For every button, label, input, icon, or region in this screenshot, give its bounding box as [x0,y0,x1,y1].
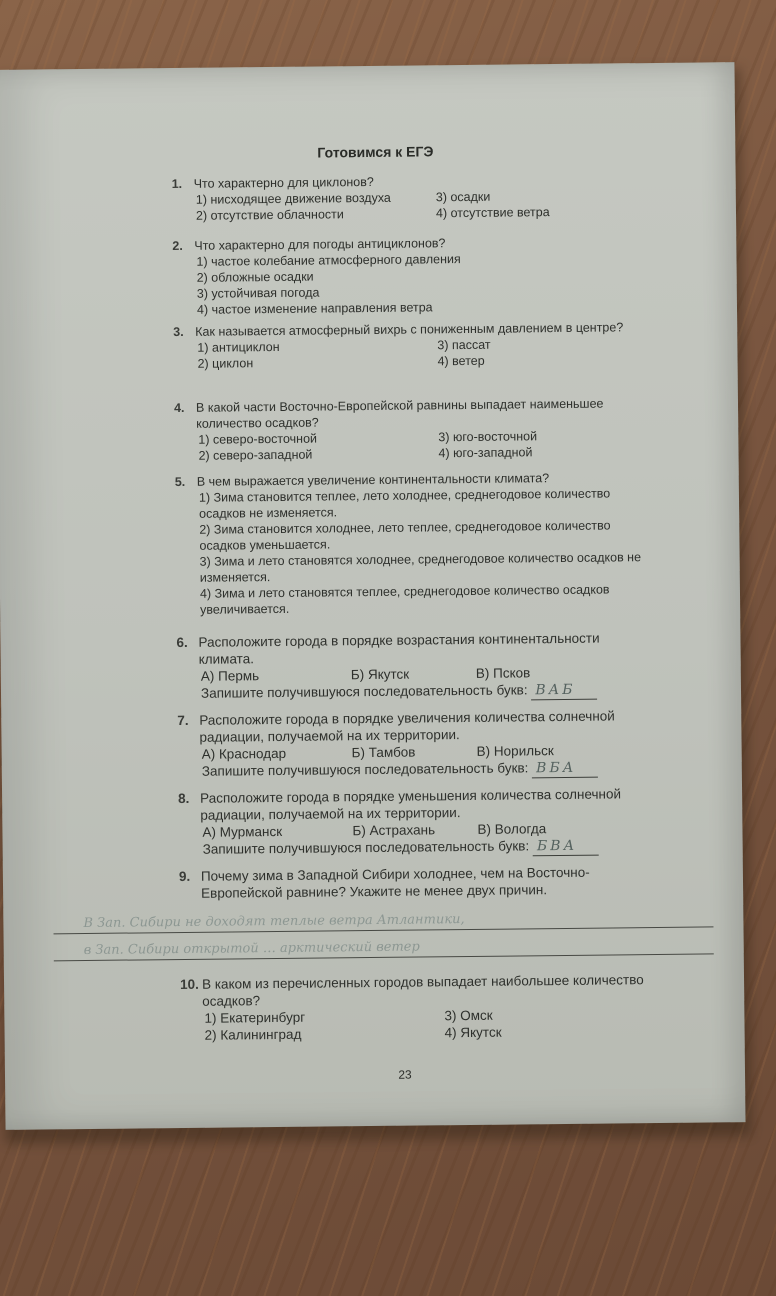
question-text: Расположите города в порядке увеличения количества солнечной радиации, получаемой на их территории. [199,708,615,745]
question-4 [174,395,645,464]
question-number: 1. [171,176,183,192]
question-10 [180,971,651,1044]
question-text: Что характерно для погоды антициклонов? [194,236,446,253]
question-5 [175,469,646,618]
option: 3) Зима и лето становятся холоднее, среднегодовое количество осадков не изменяется. [199,550,642,585]
option: В) Вологда [477,821,547,837]
option-selected: 3) осадки [435,189,491,205]
option: 4) частое изменение направления ветра [196,300,433,317]
question-text: В чем выражается увеличение континентальности климата? [196,471,550,489]
answer-line [202,758,648,782]
question-number: 10. [179,976,199,993]
question-9 [179,863,649,902]
option: В) Норильск [476,743,554,759]
handwritten-answer: ВАБ [531,682,597,701]
question-number: 4. [173,400,185,416]
answer-label: Запишите получившуюся последовательность букв: [200,682,528,701]
option: 2) обложные осадки [196,269,314,285]
options [196,187,642,224]
option: А) Краснодар [201,745,287,762]
option-selected: 2) Зима становится холоднее, лето теплее, среднегодовое количество осадков уменьшается. [199,518,611,553]
question-8 [178,785,649,860]
workbook-page [0,62,746,1130]
handwritten-answer: БВА [533,838,599,857]
option: 3) пассат [437,337,491,353]
handwritten-text: в Зап. Сибири открытой … арктический ветер [83,939,420,959]
answer-lines [53,900,714,961]
handwritten-answer: ВБА [532,760,598,779]
question-number: 7. [177,712,189,729]
option: 1) нисходящее движение воздуха [195,190,391,207]
question-number: 6. [176,634,188,651]
question-text: Расположите города в порядке возрастания континентальности климата. [198,630,600,667]
option-selected: 2) Калининград [204,1026,302,1043]
answer-line [203,836,649,860]
option: 3) Омск [444,1007,493,1024]
question-text: В каком из перечисленных городов выпадает наибольшее количество осадков? [201,972,644,1009]
option: 1) северо-восточной [198,431,318,447]
answer-line [201,680,647,704]
page-title: Готовимся к ЕГЭ [317,143,434,161]
option-selected: 3) устойчивая погода [196,285,320,301]
question-1 [172,171,642,224]
options [204,1005,650,1044]
option: 1) Зима становится теплее, лето холоднее, среднегодовое количество осадков не изменяется. [198,486,611,521]
option: 4) отсутствие ветра [435,205,550,221]
option: 3) юго-восточной [438,429,538,445]
option: 4) Зима и лето становятся теплее, среднегодовое количество осадков увеличивается. [199,582,610,617]
option: Б) Астрахань [352,822,436,839]
option: 2) отсутствие облачности [195,207,344,223]
question-number: 3. [173,324,184,340]
question-number: 2. [172,238,183,254]
question-2 [172,233,643,318]
answer-line-2 [54,927,714,961]
option: А) Мурманск [202,823,283,840]
question-text: Что характерно для циклонов? [193,174,374,191]
question-text: Почему зима в Западной Сибири холоднее, чем на Восточно-Европейской равнине? Укажите не менее двух причин. [200,864,590,901]
answer-label: Запишите получившуюся последовательность букв: [201,760,529,779]
handwritten-text: В Зап. Сибири не доходят теплые ветра Атлантики, [83,912,465,932]
answer-label: Запишите получившуюся последовательность букв: [202,838,530,857]
page-number: 23 [398,1067,412,1082]
question-3 [173,319,643,372]
option: 1) частое колебание атмосферного давления [196,252,461,269]
option: 1) Екатеринбург [204,1009,306,1026]
option: 1) антициклон [197,339,280,355]
option-selected: 2) циклон [197,356,254,371]
options [197,335,643,372]
question-text: Расположите города в порядке уменьшения количества солнечной радиации, получаемой на их территории. [200,786,622,823]
option: Б) Тамбов [351,744,416,761]
question-text: В какой части Восточно-Европейской равнины выпадает наименьшее количество осадков? [195,396,604,431]
option: Б) Якутск [350,666,410,683]
question-number: 9. [178,868,191,885]
option: 4) Якутск [444,1024,502,1041]
question-6 [176,629,647,704]
page-content [0,62,746,1130]
question-7 [177,707,648,782]
question-number: 5. [174,474,186,490]
option: В) Псков [475,665,531,681]
question-text: Как называется атмосферный вихрь с пониженным давлением в центре? [195,320,624,339]
options [198,427,644,464]
option: А) Пермь [200,668,260,684]
option: 2) северо-западной [198,447,313,463]
question-number: 8. [178,790,190,807]
option: 4) ветер [437,353,485,369]
option: 4) юго-западной [438,445,533,461]
